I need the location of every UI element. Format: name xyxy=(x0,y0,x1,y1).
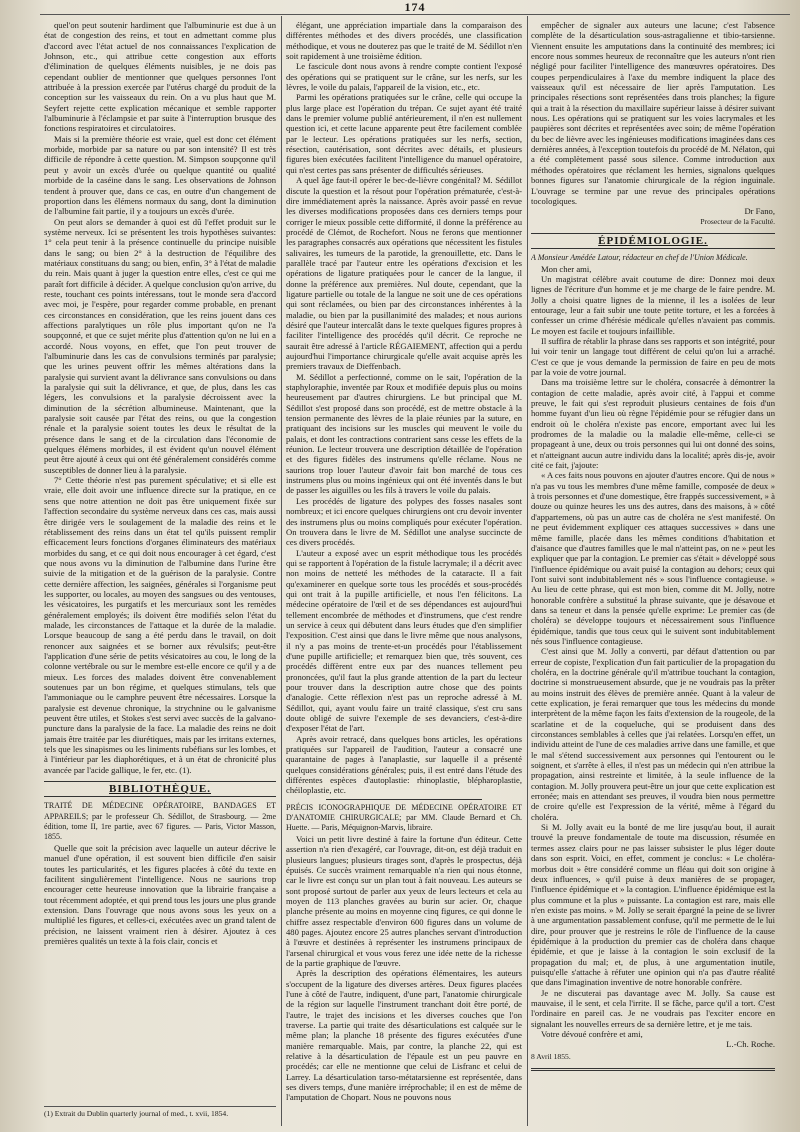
column-3 xyxy=(531,20,775,1124)
section-title-bibliotheque: BIBLIOTHÈQUE. xyxy=(44,781,276,797)
paragraph: Mon cher ami, xyxy=(541,263,592,274)
paragraph: M. Sédillot a perfectionné, comme on le sait, l'opération de la staphyloraphie, inventée par Roux et modifiée depuis plus ou moins heureusement par d'autres chirurgiens. Le but principal que M. Sédillot s'est proposé dans son procédé, est de mettre obstacle à la tension permanente des lèvres de la plaie réunies par la suture, en pratiquant des incisions sur les muscles qui meuvent le voile du palais, et dont les contractions contrarient sans cesse les effets de la réunion. Le lecteur trouvera une description détaillée de l'opération et des figures fidèles des instrumens qu'elle réclame. Nous ne saurions trop louer l'auteur d'avoir fait bon marché de tous ces instrumens plus ou moins ingénieux qui ont été inventés dans le but de passer les aiguilles ou les fils à travers le voile du palais. xyxy=(286,371,522,496)
paragraph: Après la description des opérations élémentaires, les auteurs s'occupent de la ligature des diverses artères. Deux figures placées l'une à côté de l'autre, indiquent, d'une part, l'anatomie chirurgicale de la région sur laquelle l'instrument tranchant doit être porté, de l'autre, le trajet des incisions et les diverses couches que l'on traverse. La partie qui traite des désarticulations est calquée sur le même plan; la planche 18 présente des figures exécutées d'une manière remarquable. Mais, par contre, la planche 22, qui est relative à la désarticulation de l'épaule est un peu pauvre en procédés; car elle ne mentionne que celui de Lisfranc et celui de Larrey. La désarticulation tarso-métatarsienne est représentée, dans ses divers temps, d'une manière irréprochable; il en est de même de l'amputation de Chopart. Nous ne pouvons nous xyxy=(286,968,522,1103)
paragraph: quel'on peut soutenir hardiment que l'albuminurie est due à un état de congestion des reins, et tout en admettant comme plus d'accord avec l'état actuel de nos connaissances l'explication de Johnson, etc., qui attribue cette congestion aux efforts d'élimination de quelques éléments nuisibles, je ne dois pas cependant oublier de mentionner que quelques personnes l'ont attribuée à la pression exercée par l'utérus chargé du produit de la conception sur les vaisseaux du rein. On a vu plus haut que M. Seyfert rejette cette explication mécanique et semble rapporter l'albuminurie à l'éclampsie et par suite à l'interruption brusque des fonctions respiratoires et circulatoires. xyxy=(44,20,276,134)
bibliography-entry: TRAITÉ DE MÉDECINE OPÉRATOIRE, BANDAGES ET APPAREILS; par le professeur Ch. Sédillot, de Strasbourg. — 2me édition, tome II, 1re partie, avec 67 figures. — Paris, Victor Masson, 1855. xyxy=(44,801,276,842)
signature-title: Prosecteur de la Faculté. xyxy=(700,216,775,226)
paragraph: Les procédés de ligature des polypes des fosses nasales sont nombreux; et ici encore quelques chirurgiens ont cru devoir inventer des instrumens plus ou moins compliqués pour exécuter l'opération. On trouvera dans le livre de M. Sédillot une analyse succincte de ces divers procédés. xyxy=(286,495,522,548)
section-title-epidemiologie: ÉPIDÉMIOLOGIE. xyxy=(531,233,775,249)
paragraph: Parmi les opérations pratiquées sur le crâne, celle qui occupe la plus large place est l'opération du trépan. Ce sujet ayant été traité dans le premier volume publié antérieurement, il n'en est nullement question ici, et cette lacune apparente peut être facilement comblée par le lecteur. Les opérations pratiquées sur les nerfs, section, résection, cautérisation, sont décrites avec détails, et plusieurs figures bien exécutées facilitent l'intelligence du manuel opératoire, qui n'est certes pas sans présenter de difficultés sérieuses. xyxy=(286,92,522,175)
paragraph: Si M. Jolly avait eu la bonté de me lire jusqu'au bout, il aurait trouvé la preuve fondamentale de toute ma discussion, résumée en termes assez clairs pour ne pas laisser subsister le plus léger doute dans son esprit. Voici, en effet, comment je conclus: « Le choléra-morbus doit » être considéré comme un fléau qui doit son origine à deux influences, » qu'il puise à deux manières de se propager, l'influence épidémique et » la contagion. L'influence épidémique est la plus commune et la plus » puissante. La contagion est rare, mais elle n'en existe pas moins. » M. Jolly se serait épargné la peine de se livrer à une argumentation passablement confuse, qu'il me permette de le lui dire, pour prouver que je restreins le rôle de l'influence de la cause épidémique à la production du premier cas de choléra dans chaque épidémie, et que je laisse à la contagion le soin exclusif de la propagation du mal; et, de plus, à une argumentation inutile, puisqu'elle s'attache à réfuter une opinion qui n'a pas d'autre réalité que dans l'imagination inventive de notre honorable confrère. xyxy=(531,822,775,988)
paragraph: Voici un petit livre destiné à faire la fortune d'un éditeur. Cette assertion n'a rien d'exagéré, car l'ouvrage, dit-on, est déjà traduit en plusieurs langues; plusieurs tirages sont, d'après le prospectus, déjà épuisés. Ce succès vraiment remarquable n'a rien qui nous étonne, car le livre est conçu sur un plan tout à fait nouveau. Les auteurs se sont proposé surtout de parler aux yeux de leurs lecteurs et cela au moyen de 113 planches gravées au burin sur acier. Or, chaque planche présente au moins en moyenne cinq figures, ce qui donne le chiffre assez respectable d'environ 600 figures dans un volume de 480 pages. Ajoutez encore 25 autres planches servant d'introduction à l'œuvre et destinées à représenter les instrumens principaux de l'arsenal chirurgical et vous vous ferez une idée nette de la richesse de la partie graphique de l'œuvre. xyxy=(286,833,522,968)
paragraph: Votre dévoué confrère et ami, xyxy=(541,1029,643,1039)
footnote: (1) Extrait du Dublin quarterly journal of med., t. xvii, 1854. xyxy=(44,1106,276,1118)
paragraph: L'auteur a exposé avec un esprit méthodique tous les procédés qui se rapportent à l'opération de la fistule lacrymale; il a décrit avec non moins de netteté les méthodes de la cataracte. Il a fait qu'examinerer en quelque sorte tous les procédés et sous-procédés qui ont trait à la pupille artificielle, et nous l'en félicitons. La médecine opératoire de l'œil et de ses dépendances est aujourd'hui tellement encombrée de méthodes et d'instrumens, que c'est rendre un service à ceux qui débutent dans leurs études que d'en simplifier l'exposition. C'est ainsi que dans le livre même que nous analysons, il n'y a pas moins de trente-et-un procédés pour l'établissement d'une pupille artificielle; et remarquez bien que, très souvent, ces procédés diffèrent entre eux par des nuances tellement peu prononcées, qu'il faut la plus grande attention de la part du lecteur pour trouver dans la description autre chose que des points d'analogie. Cette réflexion n'est pas un reproche adressé à M. Sédillot, qui, ayant voulu faire un traité classique, s'est cru sans doute obligé de suivre l'exemple de ses devanciers, c'est-à-dire d'exposer l'état de l'art. xyxy=(286,547,522,734)
header-rule xyxy=(40,0,790,15)
quote-paragraph: « A ces faits nous pouvons en ajouter d'autres encore. Qui de nous » n'a pas vu tous les membres d'une même famille, composée de deux » à trois personnes et d'une domestique, être frappés successivement, » à douze ou quinze heures les uns des autres, dans des maisons, à » côté d'appartemens, où pas un autre cas de choléra ne s'est manifesté. On ne peut évidemment expliquer ces attaques successives » dans une même famille, placée dans les mêmes conditions d'habitation et d'aisance que d'autres familles que le mal n'atteint pas, on ne » peut les expliquer que par la contagion. Le premier cas s'était » développé sous l'influence épidémique ou avait puisé la contagion au dehors; ceux qui l'ont suivi sont indubitablement nés » sous l'influence contagieuse. » Au lieu de cette phrase, qui est mon bien, comme dit M. Jolly, notre honorable confrère a substitué la phrase suivante, que je désavoue et dans sa teneur et dans la pensée qu'elle exprime: Le premier cas (de choléra) se développe toujours et nécessairement sous l'influence épidémique, tandis que tous ceux qui le suivent sont indubitablement nés sous l'influence contagieuse. xyxy=(531,470,775,646)
column-rule xyxy=(281,16,282,1126)
page-number: 174 xyxy=(404,0,426,14)
divider xyxy=(326,799,482,800)
paragraph: 7° Cette théorie n'est pas purement spéculative; et si elle est vraie, elle doit avoir une influence directe sur la pratique, en ce sens que notre attention ne doit pas être uniquement fixée sur l'affection secondaire du système nerveux dans ces cas, mais aussi être dirigée vers le soulagement de la maladie des reins et le rétablissement des reins dans un état tel qu'ils puissent remplir efficacement leurs fonctions d'organes éliminateurs des matériaux morbides du sang, et ce qui doit nous encourager à cet égard, c'est que nous avons vu la diminution de l'albumine dans l'urine être suivie de la mitigation et de la guérison de la paralysie. Contre cette dernière affection, les saignées, générales si l'organisme peut les supporter, ou locales, au moyen des sangsues ou des ventouses, les vésicatoires, les purgatifs et les mercuriaux sont les remèdes généralement employés; ils doivent être modifiés selon l'état du malade, les circonstances de l'attaque et la durée de la maladie. Lorsque beaucoup de sang a été perdu dans le travail, on doit renoncer aux saignées et se borner aux révulsifs; peut-être l'application d'une série de petits vésicatoires au cou, le long de la colonne vertébrale ou sur le membre est-elle encore ce qu'il y a de mieux. Les forces des malades doivent être convenablement soutenues par un bon régime, et quelques stimulans, tels que l'ammoniaque ou le camphre peuvent être nécessaires. Lorsque la paralysie est devenue chronique, la strychnine ou le galvanisme peuvent être utiles, et Stokes s'est servi avec succès de la galvano-puncture dans la paralysie de la face. La maladie des reins ne doit jamais être traitée par les diurétiques, mais par les irritans externes, tels que les sinapismes ou les liniments rubéfians sur les lombes, et à l'intérieur par les diaphorétiques, et à un état de chronicité plus avancée par l'acide gallique, le fer, etc. (1). xyxy=(44,475,276,775)
column-rule xyxy=(527,16,528,1126)
letter-heading: A Monsieur Amédée Latour, rédacteur en chef de l'Union Médicale. xyxy=(531,253,748,263)
paragraph: Un magistrat célèbre avait coutume de dire: Donnez moi deux lignes de l'écriture d'un homme et je me charge de le faire pendre. M. Jolly a choisi quatre lignes de la mienne, il les a isolées de leur entourage, leur a fait subir une toute petite torture, et les a forcées à confesser un crime d'hérésie médicale qu'elles n'avaient pas commis. Le moyen est facile et toujours infaillible. xyxy=(531,273,775,336)
paragraph: élégant, une appréciation impartiale dans la comparaison des différentes méthodes et des divers procédés, une classification méthodique, et vous ne douterez pas que le traité de M. Sédillot n'en soit rapidement à une troisième édition. xyxy=(286,20,522,62)
signature: Dr Fano, xyxy=(744,206,775,217)
letter-signature: L.-Ch. Roche. xyxy=(726,1039,775,1050)
column-1 xyxy=(44,20,276,1124)
paragraph: Après avoir retracé, dans quelques bons articles, les opérations pratiquées sur l'appareil de l'audition, l'auteur a consacré une quarantaine de pages à l'anaplastie, sur laquelle il a présenté quelques considérations générales; puis, il est entré dans l'étude des différentes espèces d'autoplastie: rhinoplastie, blépharoplastie, chéiloplastie, etc. xyxy=(286,733,522,796)
bibliography-entry: PRÉCIS ICONOGRAPHIQUE DE MÉDECINE OPÉRATOIRE ET D'ANATOMIE CHIRURGICALE; par MM. Claude Bernard et Ch. Huette. — Paris, Méquignon-Marvis, libraire. xyxy=(286,802,522,833)
paragraph: A quel âge faut-il opérer le bec-de-lièvre congénital? M. Sédillot discute la question et la résout pour l'opération prématurée, c'est-à-dire immédiatement après la naissance. Après avoir passé en revue les diverses modifications proposées dans ces derniers temps pour corriger le mieux possible cette difformité, il donne la préférence au procédé de Clémot, de Rochefort. Nous ne ferons que mentionner les paragraphes consacrés aux opérations que nécessitent les fistules salivaires, les tumeurs de la parotide, la grenouillette, etc. Dans le parallèle tracé par l'auteur entre les opérations d'excision et les opérations de ligature pratiquées pour le cancer de la langue, il donne la préférence aux premières. Nul doute, cependant, que la ligature partielle ou totale de la langue ne soit une de ces opérations qui sont réclamées, ou bien par des circonstances inhérentes à la maladie, ou bien par la pusillanimité des malades; et nous aurions désiré que l'auteur intercalât dans le texte quelques figures propres à faciliter l'intelligence des procédés qu'il décrit. Ce reproche ne saurait être adressé à l'article RÉGAIEMENT, affection qui a perdu aujourd'hui l'importance chirurgicale qu'elle avait acquise après les premiers travaux de Dieffenbach. xyxy=(286,175,522,372)
paragraph: Quelle que soit la précision avec laquelle un auteur décrive le manuel d'une opération, il est souvent bien difficile d'en saisir toutes les particularités, et les figures placées à côté du texte en facilitent singulièrement l'intelligence. Nous ne saurions trop encourager cette heureuse innovation que la librairie française a tout récemment adoptée, et qui prend tous les jours une plus grande extension. Dans l'ouvrage que nous avons sous les yeux on a multiplié les figures, et celles-ci, exécutées avec un grand talent de précision, ne laissent vraiment rien à désirer. Ajoutez à ces premières qualités un texte à la fois clair, concis et xyxy=(44,842,276,946)
paragraph: empêcher de signaler aux auteurs une lacune; c'est l'absence complète de la désarticulation sous-astragalienne et tibio-tarsienne. Viennent ensuite les amputations dans la continuité des membres; ici encore nous sommes heureux de reconnaître que les auteurs n'ont rien négligé pour faciliter l'intelligence des manœuvres opératoires. Des coupes perpendiculaires à l'axe du membre indiquent la place des vaisseaux qu'il est nécessaire de lier après l'amputation. Les principales résections sont représentées dans trois planches; la figure qui a trait à la résection du maxillaire supérieur laisse à désirer suivant nous. Les opérations qui se pratiquent sur les voies lacrymales et les paupières sont décrites et représentées avec soin; de même l'opération du bec de lièvre avec les ingénieuses modifications imaginées dans ces dernières années, à l'exception toutefois du procédé de M. Nélaton, qui a été complètement passé sous silence. Comme introduction aux méthodes opératoires que réclament les hernies, signalons quelques bonnes figures sur l'anatomie chirurgicale de la région inguinale. L'ouvrage se termine par une revue des principales opérations tocologiques. xyxy=(531,20,775,206)
paragraph: Le fascicule dont nous avons à rendre compte contient l'exposé des opérations qui se pratiquent sur le crâne, sur les nerfs, sur les lèvres, le voile du palais, l'appareil de la vision, etc., etc. xyxy=(286,61,522,93)
paragraph: Il suffira de rétablir la phrase dans ses rapports et son intégrité, pour lui voir tenir un langage tout différent de celui qu'on lui a arraché. C'est ce que je vous demande la permission de faire en peu de mots par la voie de votre journal. xyxy=(531,335,775,377)
paragraph: Mais si la première théorie est vraie, quel est donc cet élément morbide, morbide par sa nature ou par son intensité? Il est très difficile de répondre à cette question. M. Simpson soupçonne qu'il peut y avoir un excès d'urée ou quelque quantité ou qualité morbide de la caséine dans le sang. Les observations de Johnson tendent à prouver que, dans ce cas, en outre d'un changement de proportion dans les élémens normaux du sang, dont la diminution de l'albumine fait partie, il y a toujours un excès d'urée. xyxy=(44,133,276,217)
column-2 xyxy=(286,20,522,1124)
paragraph: Dans ma troisième lettre sur le choléra, consacrée à démontrer la contagion de cette maladie, après avoir cité, à l'appui et comme preuve, le fait qui s'est reproduit plusieurs centaines de fois d'un homme fuyant d'un lieu où règne l'épidémie pour se réfugier dans un endroit où le choléra n'existe pas encore, emportant avec lui les prodromes de la maladie ou la maladie elle-même, celle-ci se propageant à une, deux ou trois personnes qui lui ont donné des soins, et n'atteignant aucun autre individu dans la localité; après dis-je, avoir cité ce fait, j'ajoute: xyxy=(531,377,775,471)
paragraph: On peut alors se demander à quoi est dû l'effet produit sur le système nerveux. Ici se présentent les trois hypothèses suivantes: 1° cela peut tenir à la présence continuelle du principe nuisible dans le sang; ou bien 2° à la destruction de l'équilibre des matériaux constituans du sang; ou bien, enfin, 3° à l'état de maladie du rein. Mais quant à juger la question entre elles, c'est ce qui me paraît fort difficile à décider. A quelque conclusion qu'on arrive, du reste, touchant ces points intéressans, tout le monde sera d'accord avec moi, je l'espère, pour regarder comme probable, en prenant ces circonstances en considération, que les reins jouent dans ces affections paralytiques un rôle plus important qu'on ne l'a soupçonné, et que ce sujet mérite plus d'attention qu'on ne lui en a accordé. Nous voyons, en effet, que l'on peut trouver de l'albuminurie dans les cas de convulsions terminés par paralysie; que les urines peuvent offrir les mêmes altérations dans la paralysie qui survient avant la délivrance sans convulsions ou dans la paralysie qui suit la délivrance, et que, de plus, dans les cas légers, les convulsions et la paralysie décroissent avec la diminution de la sécrétion albumineuse. Maintenant, que la paralysie soit causée par l'état des reins, ou que la congestion rénale et la paralysie soient toutes les deux le résultat de la présence dans le sang et de la circulation dans l'économie de quelques élémens morbides, il est évident qu'un nouvel élément peut être ajouté à ceux qui ont été généralement considérés comme susceptibles de donner lieu à la paralysie. xyxy=(44,216,276,475)
letter-date: 8 Avril 1855. xyxy=(531,1051,571,1061)
divider xyxy=(531,1068,775,1071)
paragraph: C'est ainsi que M. Jolly a converti, par défaut d'attention ou par erreur de copiste, l'explication d'un fait particulier de la propagation du choléra, en la doctrine générale qu'il m'attribue touchant la contagion, doctrine si monstrueusement absurde, que je ne voudrais pas la prêter au moins instruit des élèves de première année. Quant à la valeur de cette explication, je ferai remarquer que tous les médecins du monde interprètent de la même façon les faits d'extension de la rougeole, de la scarlatine et de la coqueluche, qui se produisent dans des circonstances semblables à celles que j'ai relatées. Lorsqu'en effet, un individu atteint de l'une de ces maladies arrive dans une famille, et que le mal s'étend successivement aux personnes qui l'entourent ou le soignent, et s'arrête à elles, il n'est pas un médecin qui n'en attribue la propagation, ainsi restreinte et limitée, à la seule influence de la contagion. M. Jolly prouvera peut-être un jour que cette explication est erronée; mais en attendant ses preuves, il voudra bien nous permettre de croire qu'elle est l'expression de la vérité, même à l'égard du choléra. xyxy=(531,646,775,822)
paragraph: Je ne discuterai pas davantage avec M. Jolly. Sa cause est mauvaise, il le sent, et cela l'irrite. Il se fâche, parce qu'il a tort. C'est l'ordinaire en pareil cas. Je ne voudrais pas l'exciter encore en signalant les nouvelles erreurs de sa dernière lettre, et je me tais. xyxy=(531,987,775,1029)
